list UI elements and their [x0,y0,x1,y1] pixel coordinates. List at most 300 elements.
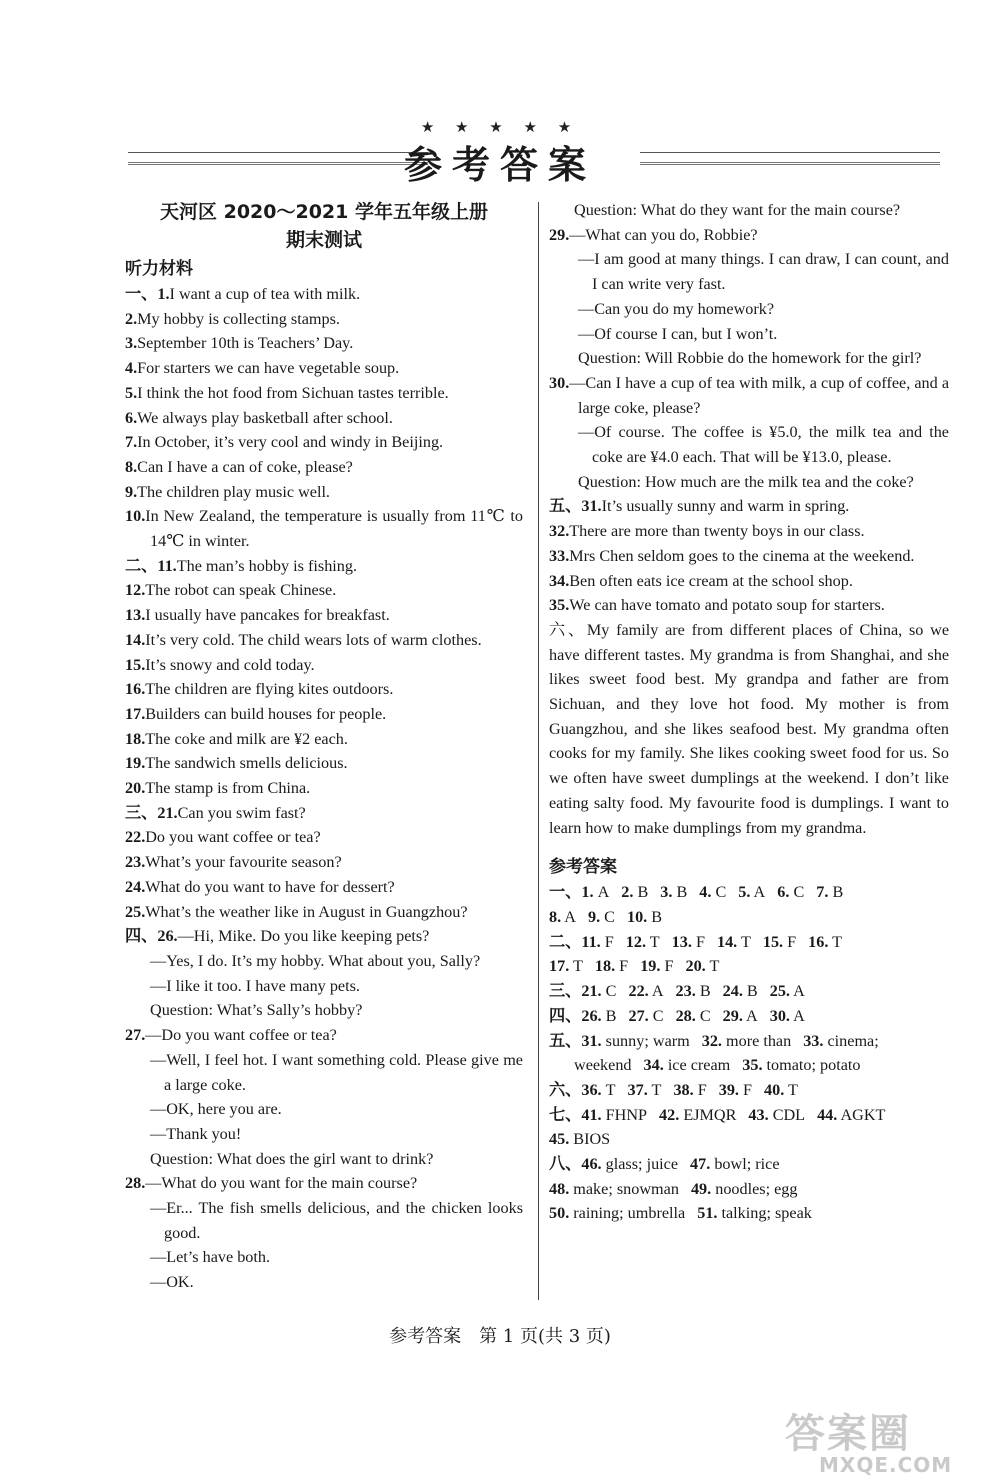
answer-number: 35. [742,1056,763,1075]
item-text: Ben often eats ice cream at the school shop. [569,571,853,590]
question-number: 29. [549,225,570,244]
answer-value: B [601,1006,617,1025]
dialogue-text: —Hi, Mike. Do you like keeping pets? [177,927,430,946]
item-text: Mrs Chen seldom goes to the cinema at the weekend. [569,546,915,565]
list-item [125,776,523,801]
answer-row [549,1004,949,1029]
item-text: The robot can speak Chinese. [145,581,337,600]
passage [549,618,949,840]
answer-value: AGKT [837,1105,886,1124]
answer-item [660,883,687,901]
answer-number: 30. [769,1006,790,1025]
answer-number: 32. [701,1031,722,1050]
item-text: We can have tomato and potato soup for starters. [569,596,885,615]
answer-value: C [789,883,805,902]
answer-item [690,1155,779,1173]
answer-row [549,1029,949,1054]
dialogue-text: —Can you do my homework? [578,299,775,318]
answer-value: B [647,907,663,926]
item-text: What’s the weather like in August in Guangzhou? [145,902,468,921]
answer-number: 七、41. [549,1105,602,1124]
answer-item [691,1180,798,1198]
dialogue-line [125,1023,523,1048]
item-text: It’s snowy and cold today. [145,655,315,674]
answer-row [549,1127,949,1152]
answer-number: 八、46. [549,1155,602,1174]
item-number: 18. [125,729,146,748]
answer-item [659,1106,736,1124]
listening-items [125,282,523,924]
item-text: I think the hot food from Sichuan tastes terrible. [137,383,449,402]
answer-number: 一、1. [549,883,594,902]
answer-row [549,880,949,905]
answer-value: EJMQR [679,1105,737,1124]
answer-row [549,1078,949,1103]
answer-item [549,933,614,951]
answer-item [549,883,609,901]
question-29 [549,223,949,371]
answer-item [676,1007,711,1025]
answer-number: 3. [660,883,673,902]
header-rule-right [640,152,940,165]
answer-item [673,1081,706,1099]
column-divider [538,202,539,1300]
passage-text: My family are from different places of China, so we have different tastes. My grandma is from Shanghai, and she likes sweet food best. My grandpa and father are from Sichuan, and they love hot food. My mother is from Guangzhou, and she likes seafood best. My grandma often cooks for my family. She likes cooking sweet food for us. So we often have sweet dumplings at the weekend. I don’t like eating salty food. My favourite food is dumplings. I want to learn how to make dumplings from my grandma. [549,620,950,837]
answer-item [574,1056,632,1074]
answer-row [549,1152,949,1177]
answer-row [549,1053,949,1078]
answer-item [549,908,576,926]
answer-value: C [711,883,727,902]
answer-item [702,1032,791,1050]
answer-value: weekend [574,1056,632,1075]
answer-value: A [789,982,805,1001]
item-number: 35. [549,596,570,615]
passage-number: 六、 [549,620,587,639]
item-number: 13. [125,606,146,625]
item-number: 22. [125,828,146,847]
answer-number: 17. [549,957,570,976]
answer-value: make; snowman [569,1179,679,1198]
item-number: 15. [125,655,146,674]
answer-number: 19. [640,957,661,976]
dialogue-line [125,998,523,1023]
dialogue-line [549,470,949,495]
answer-number: 6. [777,883,790,902]
answer-number: 37. [627,1080,648,1099]
answer-value: T [784,1080,798,1099]
page-title: 参考答案 [403,143,596,187]
answer-value: ice cream [663,1056,731,1075]
answer-item [644,1056,731,1074]
item-text: In New Zealand, the temperature is usually from 11℃ to 14℃ in winter. [145,507,523,551]
item-number: 4. [125,359,138,378]
list-item [125,850,523,875]
item-number: 二、11. [125,556,177,575]
dialogue-text: —Well, I feel hot. I want something cold. Please give me a large coke. [150,1050,523,1094]
dialogue-line [549,346,949,371]
answer-value: T [647,1080,662,1099]
answer-value: bowl; rice [710,1155,780,1174]
answer-number: 7. [816,883,829,902]
question-28-question: Question: What do they want for the main course? [574,201,901,219]
dialogue-line [125,1171,523,1196]
question-26 [125,924,523,1023]
dialogue-text: —What do you want for the main course? [145,1174,418,1193]
answer-value: A [648,982,664,1001]
answer-item [595,957,628,975]
dialogue-line [549,420,949,469]
answer-item [672,933,705,951]
answer-value: F [738,1080,753,1099]
answer-number: 49. [690,1179,712,1198]
answer-value: T [828,932,843,951]
answer-item [748,1106,805,1124]
answer-number: 二、11. [549,932,601,951]
answer-value: C [600,907,615,926]
list-item [125,727,523,752]
answer-number: 43. [748,1105,769,1124]
answer-number: 四、26. [549,1006,602,1025]
list-item [125,381,523,406]
item-number: 五、31. [549,497,602,516]
answer-number: 16. [808,932,829,951]
item-text: It’s very cold. The child wears lots of warm clothes. [145,630,482,649]
item-text: September 10th is Teachers’ Day. [137,334,354,353]
item-text: Can I have a can of coke, please? [137,457,353,476]
answer-value: talking; speak [717,1204,812,1223]
answer-number: 12. [625,932,647,951]
left-column [125,198,523,1295]
item-text: The children are flying kites outdoors. [145,680,394,699]
item-text: Do you want coffee or tea? [145,828,321,847]
answer-number: 45. [549,1130,570,1149]
answer-number: 34. [643,1056,664,1075]
list-item [125,307,523,332]
answer-value: A [593,883,610,902]
item-number: 6. [125,408,138,427]
answer-item [803,1032,879,1050]
dialogue-line [125,1097,523,1122]
answer-value: F [693,1080,707,1099]
answer-item [717,933,751,951]
list-item [125,406,523,431]
dialogue-text: —Of course. The coffee is ¥5.0, the milk tea and the coke are ¥4.0 each. That will be ¥13.0, please. [578,423,949,467]
item-number: 3. [125,334,138,353]
answer-row [549,1103,949,1128]
item-text: I want a cup of tea with milk. [169,285,361,303]
item-number: 一、1. [125,285,170,303]
answer-value: T [569,957,583,976]
answer-item [549,1007,616,1025]
list-item [125,900,523,925]
answer-number: 2. [621,883,634,902]
answer-value: T [705,957,720,976]
list-item [125,628,523,653]
answer-item [763,933,796,951]
answer-value: sunny; warm [601,1031,690,1050]
dialogue-line [125,949,523,974]
answer-row [549,979,949,1004]
answer-number: 20. [685,957,706,976]
item-number: 32. [549,522,570,541]
dialogue-text: Question: What does the girl want to drink? [150,1149,434,1168]
item-number: 三、21. [125,803,178,822]
answer-value: cinema; [823,1031,879,1050]
question-30 [549,371,949,495]
answer-number: 29. [722,1006,743,1025]
answer-value: C [648,1006,664,1025]
answer-item [817,1106,885,1124]
item-text: The sandwich smells delicious. [145,754,348,773]
answer-value: C [601,982,617,1001]
item-number: 24. [125,877,146,896]
dialogue-line [125,974,523,999]
answer-number: 六、36. [549,1080,602,1099]
item-number: 8. [125,457,138,476]
answer-number: 8. [549,907,562,926]
dialogue-line [125,924,523,949]
item-number: 33. [549,546,570,565]
watermark-logo [785,1402,985,1477]
answer-item [549,1032,690,1050]
answer-value: B [672,883,688,902]
answer-item [816,883,843,901]
dialogue-text: —Er... The fish smells delicious, and the chicken looks good. [150,1199,523,1242]
item-number: 12. [125,581,146,600]
answer-item [549,957,583,975]
answer-number: 三、21. [549,982,602,1001]
dialogue-line [549,322,949,347]
list-item [125,578,523,603]
item-number: 2. [125,309,138,328]
item-text: It’s usually sunny and warm in spring. [601,497,850,516]
answer-item [549,1106,647,1124]
answer-item [719,1081,752,1099]
item-text: The children play music well. [137,482,330,501]
answer-number: 18. [594,957,616,976]
item-text: The coke and milk are ¥2 each. [145,729,348,748]
answer-item [723,982,758,1000]
answer-value: glass; juice [601,1155,679,1174]
item-text: The man’s hobby is fishing. [176,556,358,575]
answer-number: 10. [626,907,648,926]
item-text: We always play basketball after school. [137,408,393,427]
item-text: What do you want to have for dessert? [145,877,395,896]
answer-number: 44. [817,1105,838,1124]
answer-number: 22. [628,982,649,1001]
list-item [125,554,523,579]
answer-item [628,1007,663,1025]
dialogue-line [125,1270,523,1295]
dialogue-line [125,1147,523,1172]
list-item [125,603,523,628]
answer-value: A [750,883,766,902]
list-item [125,356,523,381]
question-27 [125,1023,523,1171]
answer-item [764,1081,798,1099]
item-text: Builders can build houses for people. [145,704,387,723]
dialogue-line [549,247,949,296]
dialogue-text: —I like it too. I have many pets. [150,976,360,995]
answer-value: C [695,1006,711,1025]
dialogue-text: —OK, here you are. [150,1100,282,1119]
answer-item [738,883,765,901]
item-number: 20. [125,779,146,798]
list-item [125,653,523,678]
list-item [125,282,523,307]
dialogue-text: —Do you want coffee or tea? [145,1026,337,1045]
dialogue-line [125,1245,523,1270]
answer-value: F [660,957,674,976]
dialogue-text: Question: What’s Sally’s hobby? [150,1001,363,1020]
answer-number: 39. [718,1080,739,1099]
answer-item [626,933,660,951]
question-number: 28. [125,1174,146,1193]
item-text: There are more than twenty boys in our class. [569,522,865,541]
right-column [549,198,949,1226]
dialogue-text: —Of course I can, but I won’t. [578,324,778,343]
dialogue-line [125,1196,523,1245]
answer-item [685,957,719,975]
answer-value: A [789,1006,805,1025]
answer-value: A [742,1006,758,1025]
answer-number: 14. [716,932,738,951]
answer-item [770,982,805,1000]
item-number: 9. [125,482,138,501]
answer-row [549,930,949,955]
answer-item [627,908,662,926]
answer-item [549,982,616,1000]
question-number: 27. [125,1026,146,1045]
list-item [125,677,523,702]
question-28 [125,1171,523,1295]
answer-number: 9. [587,907,601,926]
answer-number: 48. [549,1179,570,1198]
list-item [125,504,523,553]
answer-value: T [646,932,660,951]
answer-number: 42. [659,1105,680,1124]
list-item [549,519,949,544]
answer-item [770,1007,805,1025]
answer-value: FHNP [601,1105,648,1124]
item-number: 5. [125,383,138,402]
list-item [549,544,949,569]
list-item [549,494,949,519]
watermark-url: MXQE.COM [819,1453,953,1477]
answer-number: 5. [738,883,751,902]
questions-31-35 [549,494,949,618]
answer-value: F [615,957,629,976]
answer-value: B [633,883,649,902]
answer-value: T [601,1080,616,1099]
dialogue-text: —Can I have a cup of tea with milk, a cup of coffee, and a large coke, please? [569,373,949,417]
item-text: My hobby is collecting stamps. [137,309,340,328]
answer-item [697,1204,812,1222]
answer-item [777,883,804,901]
answer-item [549,1155,678,1173]
answer-value: CDL [768,1105,806,1124]
dialogue-text: —I am good at many things. I can draw, I can count, and I can write very fast. [578,250,949,294]
answer-value: T [737,932,751,951]
dialogue-line [125,1048,523,1097]
answer-item [723,1007,758,1025]
answer-number: 51. [697,1204,718,1223]
answer-number: 13. [671,932,692,951]
decorative-stars: ★ ★ ★ ★ ★ [420,118,580,136]
listening-heading: 听力材料 [125,259,193,279]
answer-number: 4. [699,883,712,902]
list-item [125,430,523,455]
answer-item [808,933,842,951]
answer-item [588,908,615,926]
answer-number: 五、31. [549,1031,602,1050]
answer-value: noodles; egg [711,1179,798,1198]
item-number: 19. [125,754,146,773]
item-text: What’s your favourite season? [145,853,342,872]
answer-number: 40. [764,1080,785,1099]
list-item [125,875,523,900]
answer-item [549,1180,679,1198]
answer-row [549,1177,949,1202]
answers-heading: 参考答案 [549,857,617,878]
list-item [549,593,949,618]
dialogue-line [549,297,949,322]
dialogue-text: —Let’s have both. [150,1248,271,1267]
answer-row [549,905,949,930]
dialogue-text: —Yes, I do. It’s my hobby. What about you, Sally? [150,951,481,970]
watermark-text: 答案圈 [785,1411,911,1457]
item-number: 7. [125,433,138,452]
answer-value: B [742,982,758,1001]
item-text: Can you swim fast? [177,803,306,822]
dialogue-text: Question: How much are the milk tea and the coke? [578,472,914,491]
answer-number: 23. [675,982,696,1001]
answer-number: 38. [673,1080,694,1099]
answer-item [628,1081,662,1099]
answer-item [640,957,673,975]
dialogue-text: —What can you do, Robbie? [569,225,758,244]
answer-number: 28. [675,1006,696,1025]
item-number: 34. [549,571,570,590]
item-number: 14. [125,630,146,649]
list-item [125,751,523,776]
answer-number: 47. [690,1155,711,1174]
question-number: 30. [549,373,570,392]
dialogue-line [125,1122,523,1147]
answer-item [621,883,648,901]
section-title: 天河区 2020～2021 学年五年级上册 [160,201,488,223]
page-footer: 参考答案 第 1 页(共 3 页) [389,1326,611,1347]
section-title-line2: 期末测试 [285,229,362,251]
list-item [125,331,523,356]
item-text: In October, it’s very cool and windy in Beijing. [137,433,444,452]
answer-number: 50. [549,1204,570,1223]
item-number: 10. [125,507,146,526]
answer-value: F [600,932,614,951]
answer-item [549,1204,685,1222]
answer-value: B [828,883,844,902]
answer-value: more than [721,1031,792,1050]
answer-row [549,954,949,979]
answer-value: A [561,907,576,926]
item-text: For starters we can have vegetable soup. [137,359,400,378]
dialogue-text: —OK. [150,1273,194,1292]
item-number: 17. [125,704,146,723]
answer-number: 15. [762,932,784,951]
answer-item [628,982,663,1000]
answer-value: B [695,982,711,1001]
